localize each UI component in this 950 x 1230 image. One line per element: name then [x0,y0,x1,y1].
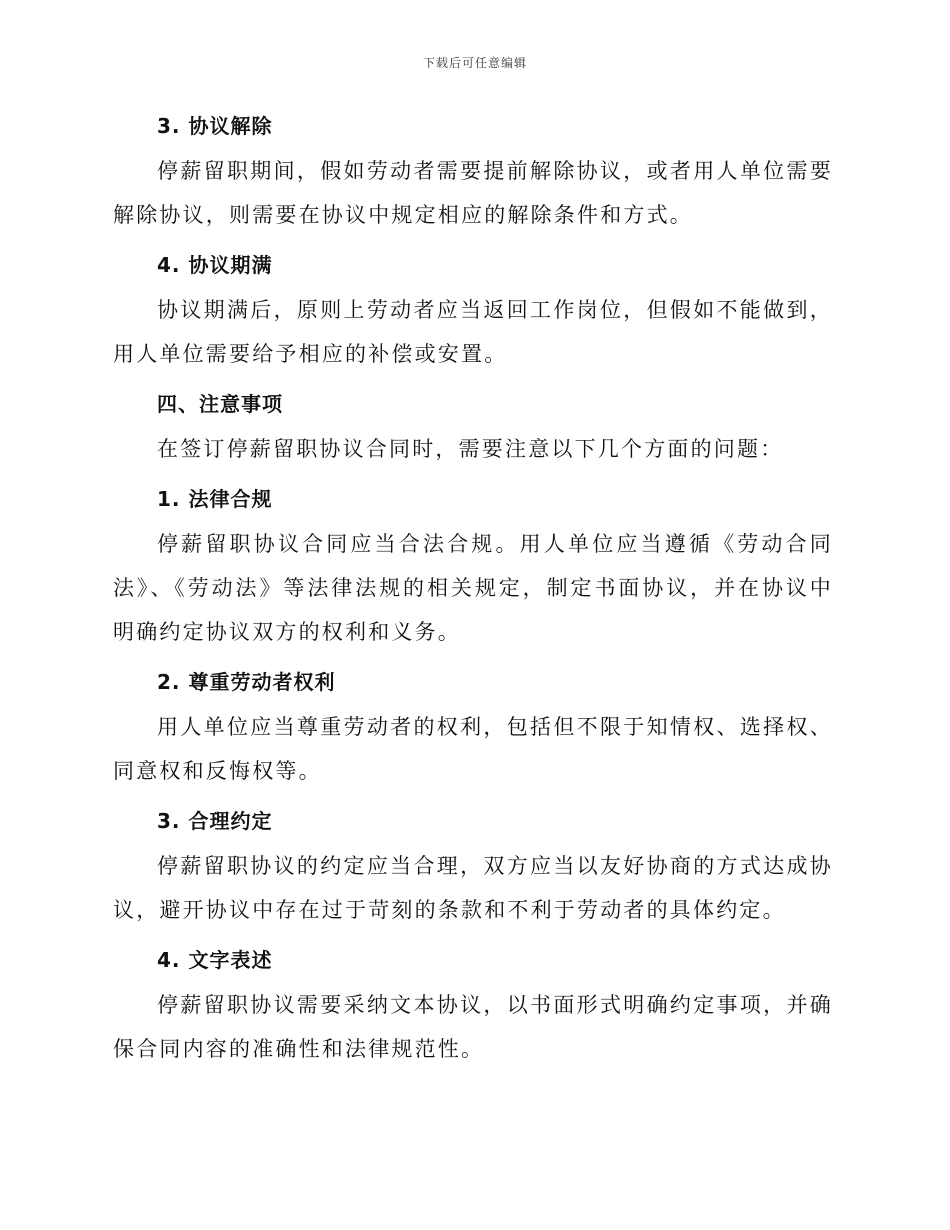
paragraph-respect-rights: 用人单位应当尊重劳动者的权利，包括但不限于知情权、选择权、同意权和反悔权等。 [113,715,833,783]
paragraph-agreement-termination: 停薪留职期间，假如劳动者需要提前解除协议，或者用人单位需要解除协议，则需要在协议中规定相应的解除条件和方式。 [113,159,833,227]
section-heading-written-wording: 4. 文字表述 [157,948,273,972]
section-heading-legal-compliance: 1. 法律合规 [157,487,273,511]
section-heading-notes: 四、注意事项 [157,392,283,416]
section-heading-respect-rights: 2. 尊重劳动者权利 [157,670,336,694]
section-heading-agreement-termination: 3. 协议解除 [157,114,273,138]
document-body [113,103,833,1073]
page-header: 下载后可任意编辑 [422,56,527,70]
paragraph-written-wording: 停薪留职协议需要采纳文本协议，以书面形式明确约定事项，并确保合同内容的准确性和法律规范性。 [113,993,833,1061]
paragraph-legal-compliance: 停薪留职协议合同应当合法合规。用人单位应当遵循《劳动合同法》、《劳动法》等法律法规的相关规定，制定书面协议，并在协议中明确约定协议双方的权利和义务。 [113,532,833,644]
paragraph-reasonable-terms: 停薪留职协议的约定应当合理，双方应当以友好协商的方式达成协议，避开协议中存在过于苛刻的条款和不利于劳动者的具体约定。 [113,854,833,922]
paragraph-notes-intro: 在签订停薪留职协议合同时，需要注意以下几个方面的问题： [157,437,784,461]
section-heading-reasonable-terms: 3. 合理约定 [157,809,273,833]
section-heading-agreement-expiry: 4. 协议期满 [157,253,273,277]
paragraph-agreement-expiry: 协议期满后，原则上劳动者应当返回工作岗位，但假如不能做到，用人单位需要给予相应的补偿或安置。 [113,298,833,366]
